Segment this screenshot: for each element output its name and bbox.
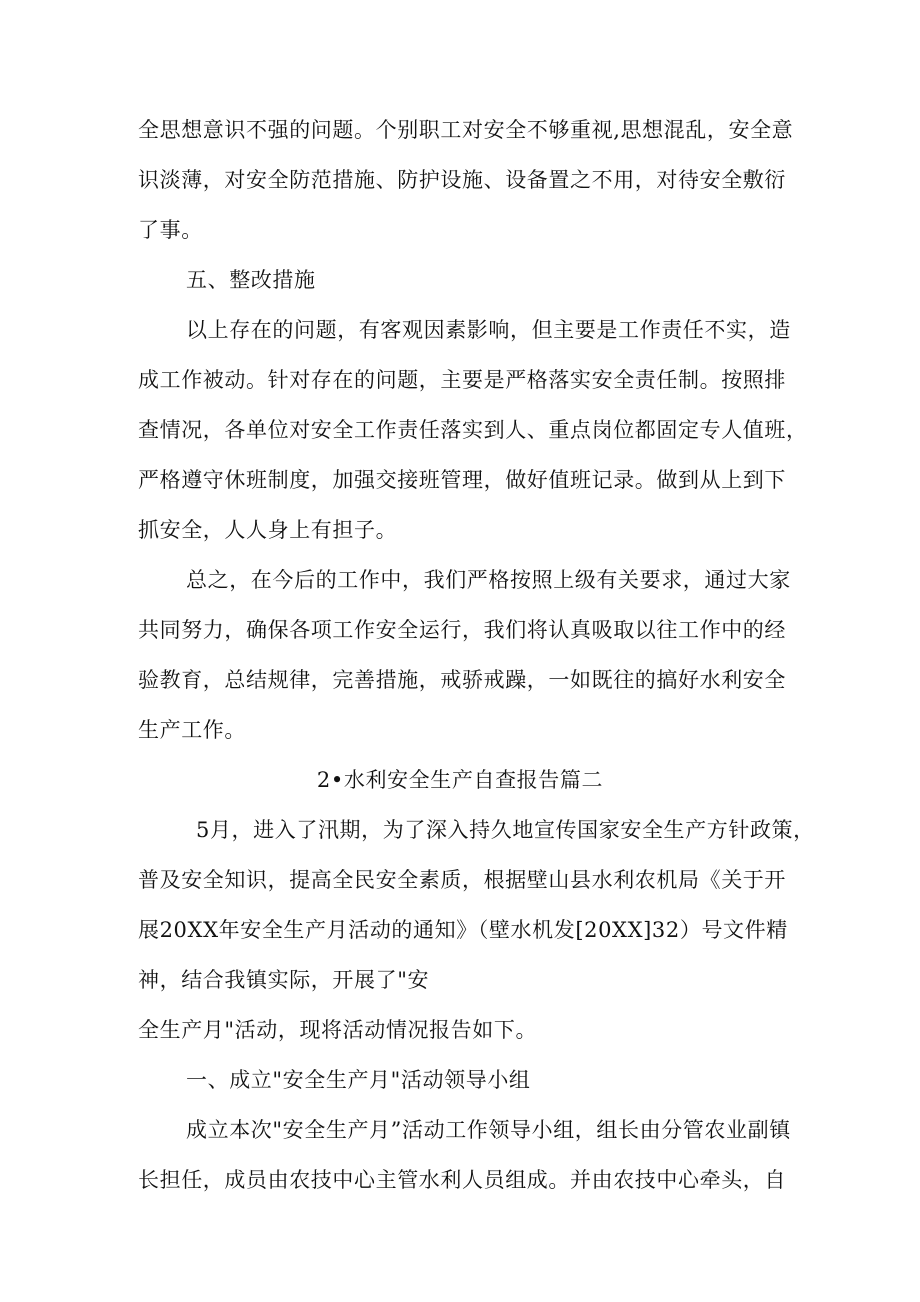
body-line: 成立本次"安全生产月”活动工作领导小组，组长由分管农业副镇	[186, 1118, 791, 1142]
body-line: 5月，进入了汛期，为了深入持久地宣传国家安全生产方针政策，	[196, 818, 815, 842]
body-line: 总之，在今后的工作中，我们严格按照上级有关要求，通过大家	[186, 568, 791, 592]
body-line: 识淡薄，对安全防范措施、防护设施、设备置之不用，对待安全敷衍	[138, 168, 786, 192]
body-line: 全思想意识不强的问题。个别职工对安全不够重视,思想混乱，安全意	[138, 118, 794, 142]
body-line: 共同努力，确保各项工作安全运行，我们将认真吸取以往工作中的经	[138, 618, 786, 642]
body-line: 以上存在的问题，有客观因素影响，但主要是工作责任不实，造	[186, 318, 791, 342]
body-line: 展20XX年安全生产月活动的通知》（壁水机发[20XX]32）号文件精	[138, 918, 788, 942]
body-line: 生产工作。	[138, 718, 246, 742]
body-line: 普及安全知识，提高全民安全素质，根据壁山县水利农机局《关于开	[138, 868, 786, 892]
body-line: 了事。	[138, 218, 203, 242]
section-heading: 五、整改措施	[186, 268, 316, 292]
body-line: 验教育，总结规律，完善措施，戒骄戒躁，一如既往的搞好水利安全	[138, 668, 786, 692]
body-line: 严格遵守休班制度，加强交接班管理，做好值班记录。做到从上到下	[138, 468, 786, 492]
body-line: 长担任，成员由农技中心主管水利人员组成。并由农技中心牵头，自	[138, 1168, 786, 1192]
body-line: 神，结合我镇实际，开展了"安	[138, 968, 430, 992]
section-heading: 一、成立"安全生产月"活动领导小组	[186, 1068, 531, 1092]
body-line: 查情况，各单位对安全工作责任落实到人、重点岗位都固定专人值班，	[138, 418, 808, 442]
body-line: 全生产月"活动，现将活动情况报告如下。	[138, 1018, 538, 1042]
body-line: 抓安全，人人身上有担子。	[138, 518, 398, 542]
article-title: 2•水利安全生产自查报告篇二	[316, 768, 604, 792]
body-line: 成工作被动。针对存在的问题，主要是严格落实安全责任制。按照排	[138, 368, 786, 392]
